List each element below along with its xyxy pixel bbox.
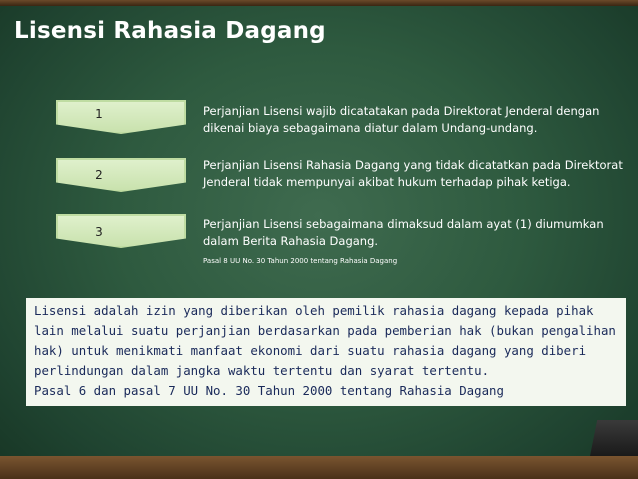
source-text: Pasal 6 dan pasal 7 UU No. 30 Tahun 2000 tentang Rahasia Dagang: [34, 383, 504, 398]
item-number: 3: [95, 225, 103, 239]
item-text: Perjanjian Lisensi Rahasia Dagang yang tidak dicatatkan pada Direktorat Jenderal tidak mempunyai akibat hukum terhadap pihak ketiga.: [203, 158, 623, 189]
eraser-image: [590, 420, 638, 456]
item-text: Perjanjian Lisensi sebagaimana dimaksud dalam ayat (1) diumumkan dalam Berita Rahasia Dagang.: [203, 217, 604, 248]
reference-note: Pasal 8 UU No. 30 Tahun 2000 tentang Rahasia Dagang: [203, 257, 398, 265]
slide-title: Lisensi Rahasia Dagang: [14, 18, 326, 44]
item-number: 1: [95, 107, 103, 121]
board-frame: [0, 0, 638, 6]
item-number: 2: [95, 168, 103, 182]
chalk-tray: [0, 456, 638, 479]
item-text: Perjanjian Lisensi wajib dicatatakan pada Direktorat Jenderal dengan dikenai biaya sebagaimana diatur dalam Undang-undang.: [203, 104, 600, 135]
definition-text: Lisensi adalah izin yang diberikan oleh pemilik rahasia dagang kepada pihak lain melalui suatu perjanjian berdasarkan pada pemberian hak (bukan pengalihan hak) untuk menikmati manfaat ekonomi dari suatu rahasia dagang yang diberi perlindungan dalam jangka waktu tertentu dan syarat tertentu.: [34, 303, 616, 378]
